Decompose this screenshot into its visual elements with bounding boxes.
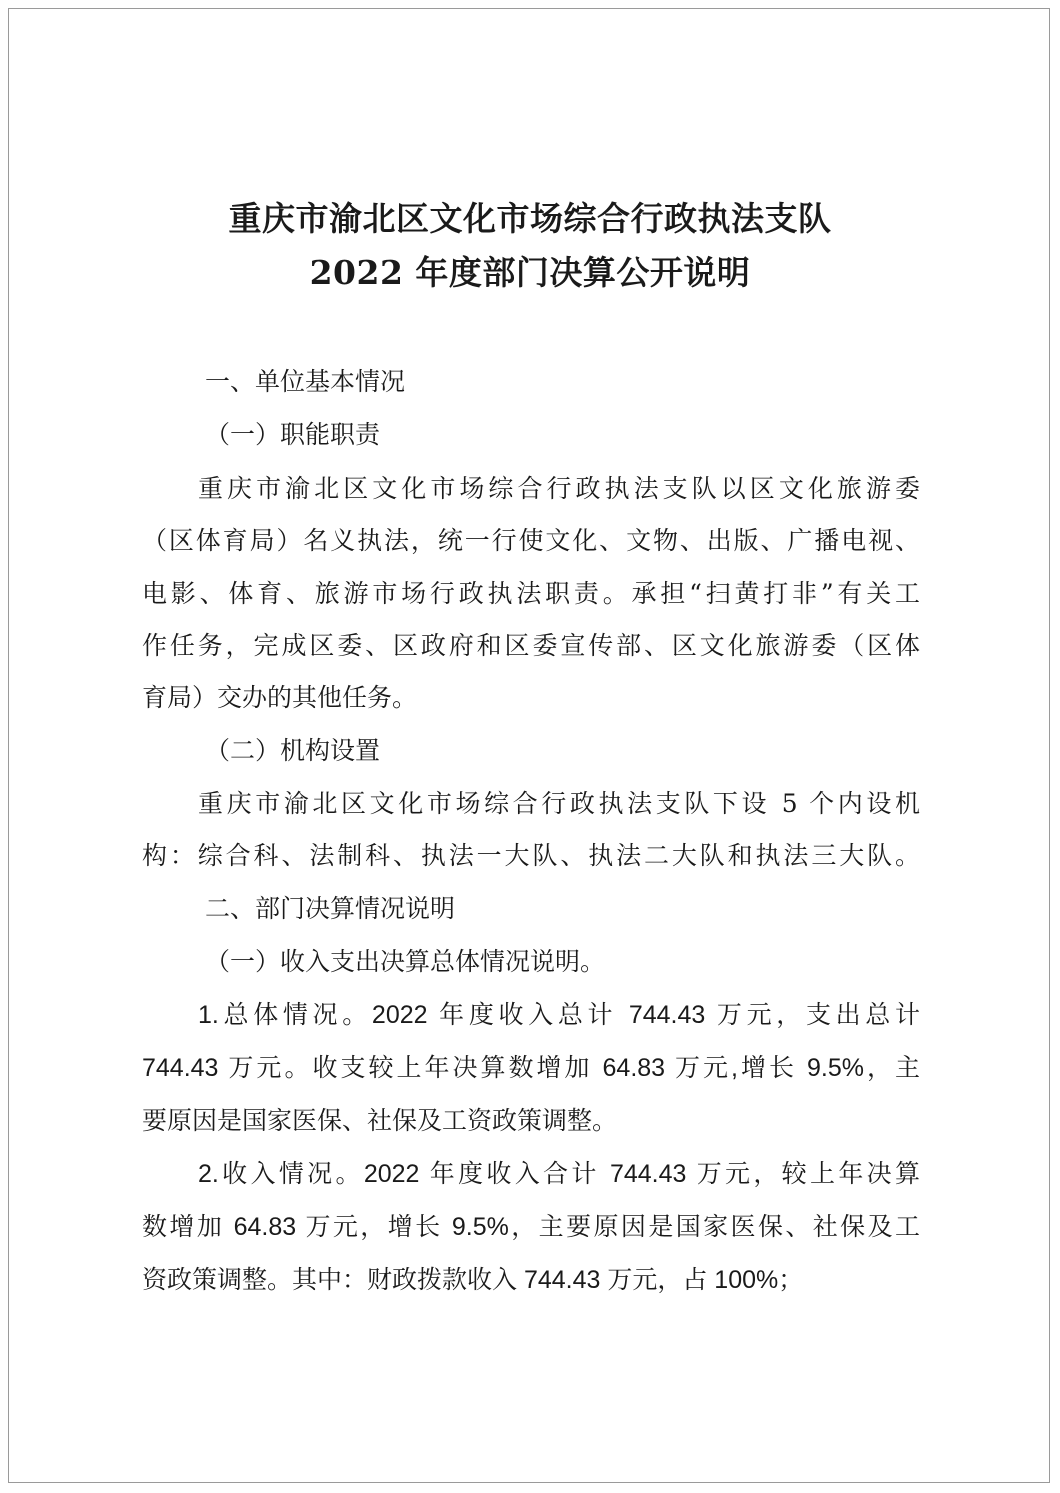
paragraph-line: （区体育局）名义执法，统一行使文化、文物、出版、广播电视、 bbox=[142, 526, 920, 555]
paragraph-line: 构：综合科、法制科、执法一大队、执法二大队和执法三大队。 bbox=[142, 841, 920, 870]
paragraph-line: 育局）交办的其他任务。 bbox=[142, 683, 418, 712]
paragraph-line-income: 2.收入情况。2022 年度收入合计 744.43 万元，较上年决算 bbox=[198, 1160, 920, 1188]
paragraph-line: 资政策调整。其中：财政拨款收入 744.43 万元，占 100%； bbox=[142, 1266, 804, 1294]
subsection-heading-income-expense: （一）收入支出决算总体情况说明。 bbox=[205, 947, 606, 976]
section-heading-basic-info: 一、单位基本情况 bbox=[205, 367, 406, 396]
document-title-line-1: 重庆市渝北区文化市场综合行政执法支队 bbox=[228, 199, 832, 238]
subsection-heading-functions: （一）职能职责 bbox=[205, 420, 381, 449]
paragraph-line: 重庆市渝北区文化市场综合行政执法支队下设 5 个内设机 bbox=[198, 789, 920, 818]
section-heading-final-accounts: 二、部门决算情况说明 bbox=[205, 894, 456, 923]
paragraph-line: 电影、体育、旅游市场行政执法职责。承担“扫黄打非”有关工 bbox=[142, 579, 920, 608]
document-title-line-2: 2022 年度部门决算公开说明 bbox=[309, 253, 751, 292]
paragraph-line: 重庆市渝北区文化市场综合行政执法支队以区文化旅游委 bbox=[198, 474, 920, 503]
subsection-heading-organization: （二）机构设置 bbox=[205, 736, 381, 765]
paragraph-line: 744.43 万元。收支较上年决算数增加 64.83 万元,增长 9.5%，主 bbox=[142, 1054, 920, 1082]
paragraph-line: 数增加 64.83 万元，增长 9.5%，主要原因是国家医保、社保及工 bbox=[142, 1213, 920, 1241]
paragraph-line: 作任务，完成区委、区政府和区委宣传部、区文化旅游委（区体 bbox=[142, 631, 920, 660]
paragraph-line: 要原因是国家医保、社保及工资政策调整。 bbox=[142, 1106, 618, 1135]
paragraph-line-overall: 1.总体情况。2022 年度收入总计 744.43 万元，支出总计 bbox=[198, 1001, 920, 1029]
